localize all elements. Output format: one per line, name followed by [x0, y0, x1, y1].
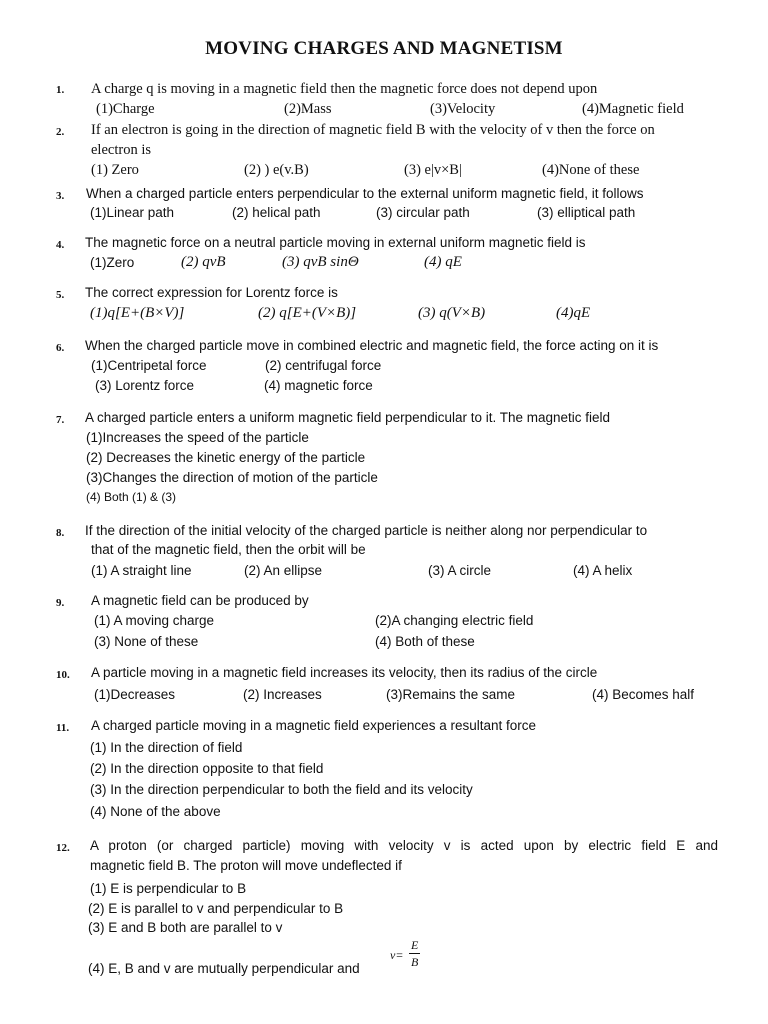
- question-1-text: A charge q is moving in a magnetic field then the magnetic force does not depend upon: [91, 81, 598, 97]
- q5-option-3: (3) q(V×B): [418, 305, 486, 321]
- fraction-numerator: E: [411, 938, 419, 952]
- q7-option-3: (3)Changes the direction of motion of the particle: [86, 470, 378, 485]
- question-number: 3.: [56, 190, 65, 202]
- fraction-denominator: B: [411, 955, 419, 969]
- question-10-text: A particle moving in a magnetic field increases its velocity, then its radius of the circle: [91, 665, 598, 680]
- page-title: MOVING CHARGES AND MAGNETISM: [205, 38, 563, 59]
- question-number: 5.: [56, 289, 65, 301]
- q9-option-1: (1) A moving charge: [94, 613, 215, 628]
- q4-option-4: (4) qE: [424, 254, 462, 270]
- q8-option-4: (4) A helix: [573, 563, 633, 578]
- q4-option-2: (2) qvB: [181, 254, 226, 270]
- q2-option-4: (4)None of these: [542, 162, 640, 178]
- q6-option-3: (3) Lorentz force: [95, 378, 195, 393]
- q4-option-3: (3) qvB sinΘ: [282, 254, 359, 270]
- q5-option-1: (1)q[E+(B×V)]: [90, 305, 185, 321]
- q8-option-1: (1) A straight line: [91, 563, 192, 578]
- question-12-line-2: magnetic field B. The proton will move undeflected if: [90, 858, 402, 873]
- q9-option-4: (4) Both of these: [375, 634, 475, 649]
- q2-option-1: (1) Zero: [91, 162, 139, 178]
- q12-option-3: (3) E and B both are parallel to v: [88, 920, 283, 935]
- fraction-bar: [409, 953, 420, 954]
- q11-option-4: (4) None of the above: [90, 804, 221, 819]
- question-11-text: A charged particle moving in a magnetic field experiences a resultant force: [91, 718, 536, 733]
- question-6-text: When the charged particle move in combined electric and magnetic field, the force acting on it is: [85, 338, 659, 353]
- q7-option-4: (4) Both (1) & (3): [86, 490, 177, 504]
- q11-option-2: (2) In the direction opposite to that field: [90, 761, 324, 776]
- question-4-text: The magnetic force on a neutral particle moving in external uniform magnetic field is: [85, 235, 586, 250]
- q2-option-2: (2) ) e(v.B): [244, 162, 309, 178]
- q3-option-2: (2) helical path: [232, 205, 321, 220]
- question-number: 1.: [56, 84, 65, 96]
- q6-option-4: (4) magnetic force: [264, 378, 373, 393]
- q7-option-2: (2) Decreases the kinetic energy of the particle: [86, 450, 366, 465]
- q11-option-3: (3) In the direction perpendicular to both the field and its velocity: [90, 782, 473, 797]
- q10-option-2: (2) Increases: [243, 687, 322, 702]
- question-number: 11.: [56, 722, 70, 734]
- question-8-line-1: If the direction of the initial velocity of the charged particle is neither along nor perpendicular to: [85, 523, 648, 538]
- question-7-text: A charged particle enters a uniform magnetic field perpendicular to it. The magnetic field: [85, 410, 611, 425]
- q1-option-4: (4)Magnetic field: [582, 101, 684, 117]
- question-number: 8.: [56, 527, 65, 539]
- q1-option-2: (2)Mass: [284, 101, 332, 117]
- q3-option-1: (1)Linear path: [90, 205, 175, 220]
- q10-option-4: (4) Becomes half: [592, 687, 695, 702]
- q9-option-3: (3) None of these: [94, 634, 199, 649]
- fraction-lhs: v=: [390, 948, 404, 962]
- question-number: 10.: [56, 669, 70, 681]
- q2-option-3: (3) e|v×B|: [404, 162, 462, 178]
- question-5-text: The correct expression for Lorentz force is: [85, 285, 338, 300]
- question-number: 7.: [56, 414, 65, 426]
- q5-option-4: (4)qE: [556, 305, 591, 321]
- q7-option-1: (1)Increases the speed of the particle: [86, 430, 309, 445]
- question-12-line-1: A proton (or charged particle) moving with velocity v is acted upon by electric field E and: [90, 838, 718, 853]
- q8-option-3: (3) A circle: [428, 563, 492, 578]
- q5-option-2: (2) q[E+(V×B)]: [258, 305, 357, 321]
- q3-option-4: (3) elliptical path: [537, 205, 636, 220]
- question-3-text: When a charged particle enters perpendicular to the external uniform magnetic field, it follows: [86, 186, 644, 201]
- q1-option-1: (1)Charge: [96, 101, 155, 117]
- q12-option-4: (4) E, B and v are mutually perpendicular and: [88, 961, 360, 976]
- question-9-text: A magnetic field can be produced by: [91, 593, 309, 608]
- q6-option-1: (1)Centripetal force: [91, 358, 207, 373]
- q12-option-2: (2) E is parallel to v and perpendicular to B: [88, 901, 344, 916]
- question-number: 4.: [56, 239, 65, 251]
- q9-option-2: (2)A changing electric field: [375, 613, 534, 628]
- velocity-formula: [390, 938, 422, 972]
- q4-option-1: (1)Zero: [90, 255, 135, 270]
- question-number: 9.: [56, 597, 65, 609]
- question-number: 6.: [56, 342, 65, 354]
- q10-option-3: (3)Remains the same: [386, 687, 516, 702]
- q8-option-2: (2) An ellipse: [244, 563, 323, 578]
- q1-option-3: (3)Velocity: [430, 101, 496, 117]
- q6-option-2: (2) centrifugal force: [265, 358, 382, 373]
- q12-option-1: (1) E is perpendicular to B: [90, 881, 247, 896]
- q11-option-1: (1) In the direction of field: [90, 740, 243, 755]
- q10-option-1: (1)Decreases: [94, 687, 176, 702]
- question-2-line-2: electron is: [91, 142, 151, 158]
- question-number: 2.: [56, 126, 65, 138]
- question-8-line-2: that of the magnetic field, then the orbit will be: [91, 542, 366, 557]
- question-number: 12.: [56, 842, 70, 854]
- q3-option-3: (3) circular path: [376, 205, 470, 220]
- question-2-line-1: If an electron is going in the direction of magnetic field B with the velocity of v then the force on: [91, 122, 655, 138]
